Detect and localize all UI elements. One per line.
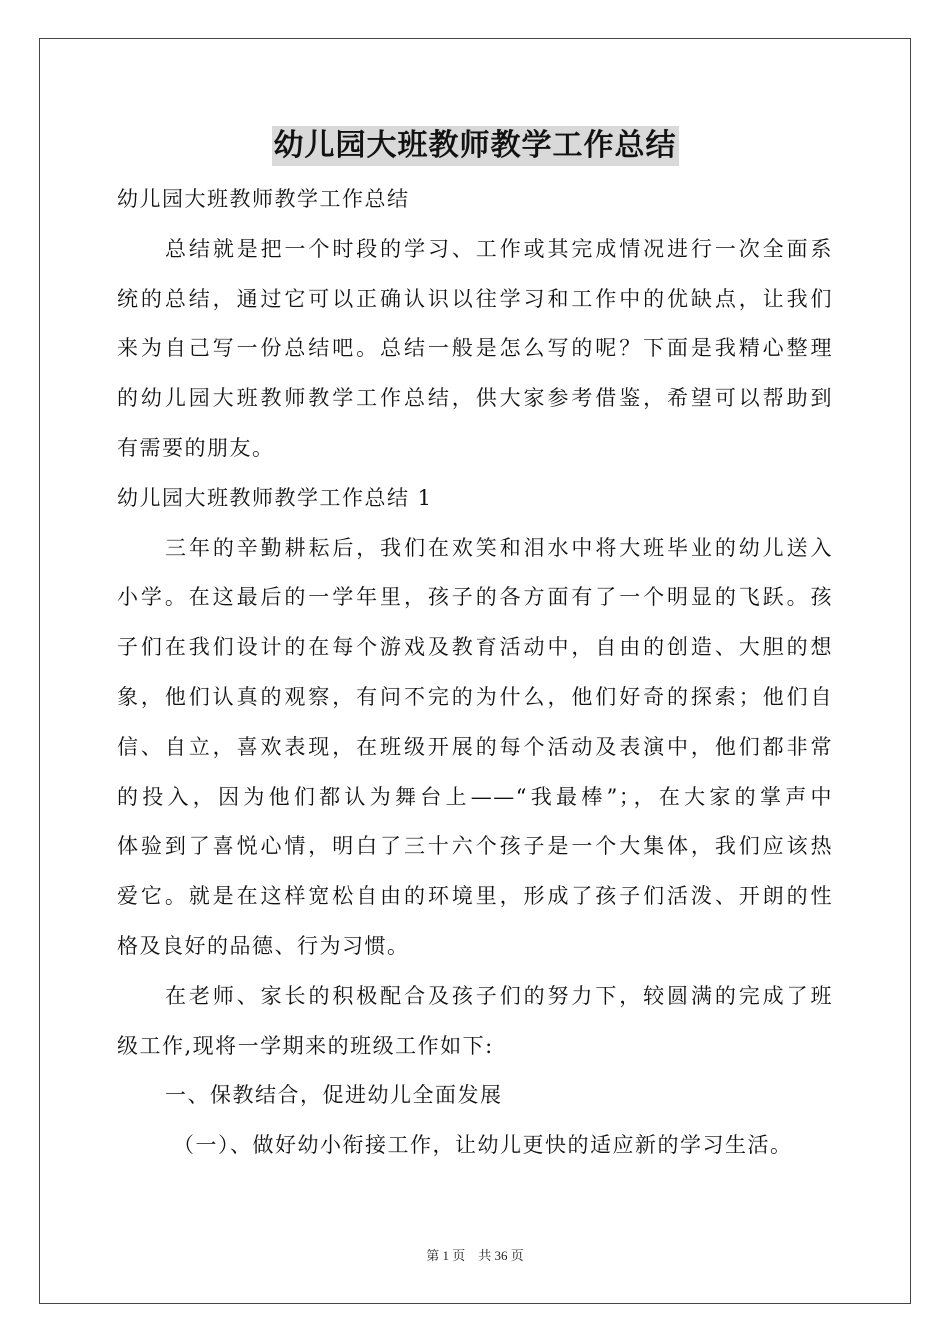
paragraph-line: 级工作,现将一学期来的班级工作如下: xyxy=(117,1033,494,1058)
paragraph-line: 体验到了喜悦心情，明白了三十六个孩子是一个大集体，我们应该热 xyxy=(117,834,833,859)
paragraph-line: 统的总结，通过它可以正确认识以往学习和工作中的优缺点，让我们 xyxy=(117,286,833,311)
paragraph-line: 来为自己写一份总结吧。总结一般是怎么写的呢？下面是我精心整理 xyxy=(117,336,833,361)
paragraph-line: 子们在我们设计的在每个游戏及教育活动中，自由的创造、大胆的想 xyxy=(117,635,833,660)
paragraph-line: 在老师、家长的积极配合及孩子们的努力下，较圆满的完成了班 xyxy=(165,983,833,1008)
paragraph-line: 总结就是把一个时段的学习、工作或其完成情况进行一次全面系 xyxy=(165,236,833,261)
paragraph-line: 有需要的朋友。 xyxy=(117,435,275,460)
paragraph-line: 小学。在这最后的一学年里，孩子的各方面有了一个明显的飞跃。孩 xyxy=(117,585,833,610)
title-container xyxy=(0,126,950,166)
document-title: 幼儿园大班教师教学工作总结 xyxy=(272,126,679,166)
page-number: 第 1 页 共 36 页 xyxy=(426,1248,524,1263)
paragraph-line: 象，他们认真的观察，有问不完的为什么，他们好奇的探索；他们自 xyxy=(117,684,833,709)
section-heading: 幼儿园大班教师教学工作总结 1 xyxy=(117,485,433,510)
paragraph-line: 的投入，因为他们都认为舞台上——“我最棒”；，在大家的掌声中 xyxy=(117,784,833,809)
paragraph-line: 信、自立，喜欢表现，在班级开展的每个活动及表演中，他们都非常 xyxy=(117,734,833,759)
paragraph-line: 爱它。就是在这样宽松自由的环境里，形成了孩子们活泼、开朗的性 xyxy=(117,884,833,909)
paragraph-line: 的幼儿园大班教师教学工作总结，供大家参考借鉴，希望可以帮助到 xyxy=(117,386,833,411)
paragraph-line: 格及良好的品德、行为习惯。 xyxy=(117,933,410,958)
subsection-heading: （一）、做好幼小衔接工作，让幼儿更快的适应新的学习生活。 xyxy=(173,1133,793,1158)
subtitle-line: 幼儿园大班教师教学工作总结 xyxy=(117,187,410,211)
paragraph-line: 三年的辛勤耕耘后，我们在欢笑和泪水中将大班毕业的幼儿送入 xyxy=(165,535,833,560)
section-heading: 一、保教结合，促进幼儿全面发展 xyxy=(165,1083,503,1108)
document-body xyxy=(117,180,833,1176)
